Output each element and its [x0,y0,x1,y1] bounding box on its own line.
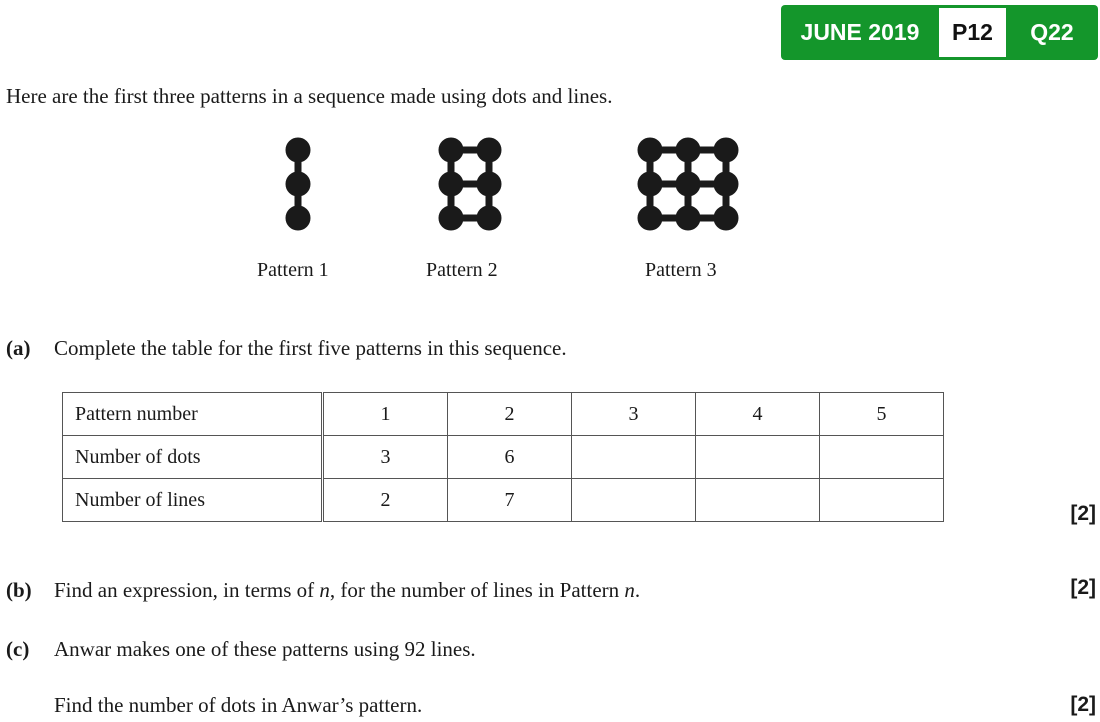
part-a-label: (a) [6,336,31,360]
part-b-text-middle: , for the number of lines in Pattern [329,578,625,602]
pattern-2-figure [435,138,515,228]
answer-cell[interactable] [820,479,944,522]
pattern-1-label: Pattern 1 [257,259,329,281]
sequence-table [62,392,944,522]
table-cell: 1 [323,393,448,436]
exam-date: JUNE 2019 [800,19,920,45]
table-cell: 2 [323,479,448,522]
part-b-text-before: Find an expression, in terms of [54,578,320,602]
answer-cell[interactable] [696,436,820,479]
answer-cell[interactable] [572,479,696,522]
part-c-text: Anwar makes one of these patterns using 92 lines. [54,637,476,661]
part-a-text: Complete the table for the first five patterns in this sequence. [54,336,567,360]
table-cell: 7 [448,479,572,522]
part-b-text [54,578,640,603]
pattern-1-figure [280,138,320,228]
question-badge [781,5,1098,60]
pattern-2-label: Pattern 2 [426,259,498,281]
pattern-3-figure [638,138,748,228]
part-b-label: (b) [6,578,32,602]
part-a-marks: [2] [1070,502,1096,525]
answer-cell[interactable] [696,479,820,522]
row-header-pattern-number: Pattern number [63,393,323,436]
answer-cell[interactable] [820,436,944,479]
paper-code: P12 [939,8,1006,57]
row-header-number-of-dots: Number of dots [63,436,323,479]
part-c-question: Find the number of dots in Anwar’s pattern. [54,693,423,717]
table-cell: 3 [323,436,448,479]
question-number: Q22 [1030,19,1074,45]
row-header-number-of-lines: Number of lines [63,479,323,522]
table-cell: 4 [696,393,820,436]
table-row-pattern-number [63,393,944,436]
part-b-marks: [2] [1070,576,1096,599]
intro-text: Here are the first three patterns in a sequence made using dots and lines. [6,84,613,108]
table-cell: 3 [572,393,696,436]
pattern-3-label: Pattern 3 [645,259,717,281]
part-b-text-after: . [634,578,641,602]
table-row-number-of-lines [63,479,944,522]
table-cell: 5 [820,393,944,436]
answer-cell[interactable] [572,436,696,479]
variable-n: n [319,578,330,602]
table-row-number-of-dots [63,436,944,479]
variable-n: n [624,578,635,602]
part-c-marks: [2] [1070,693,1096,716]
part-c-label: (c) [6,637,30,661]
table-cell: 2 [448,393,572,436]
table-cell: 6 [448,436,572,479]
